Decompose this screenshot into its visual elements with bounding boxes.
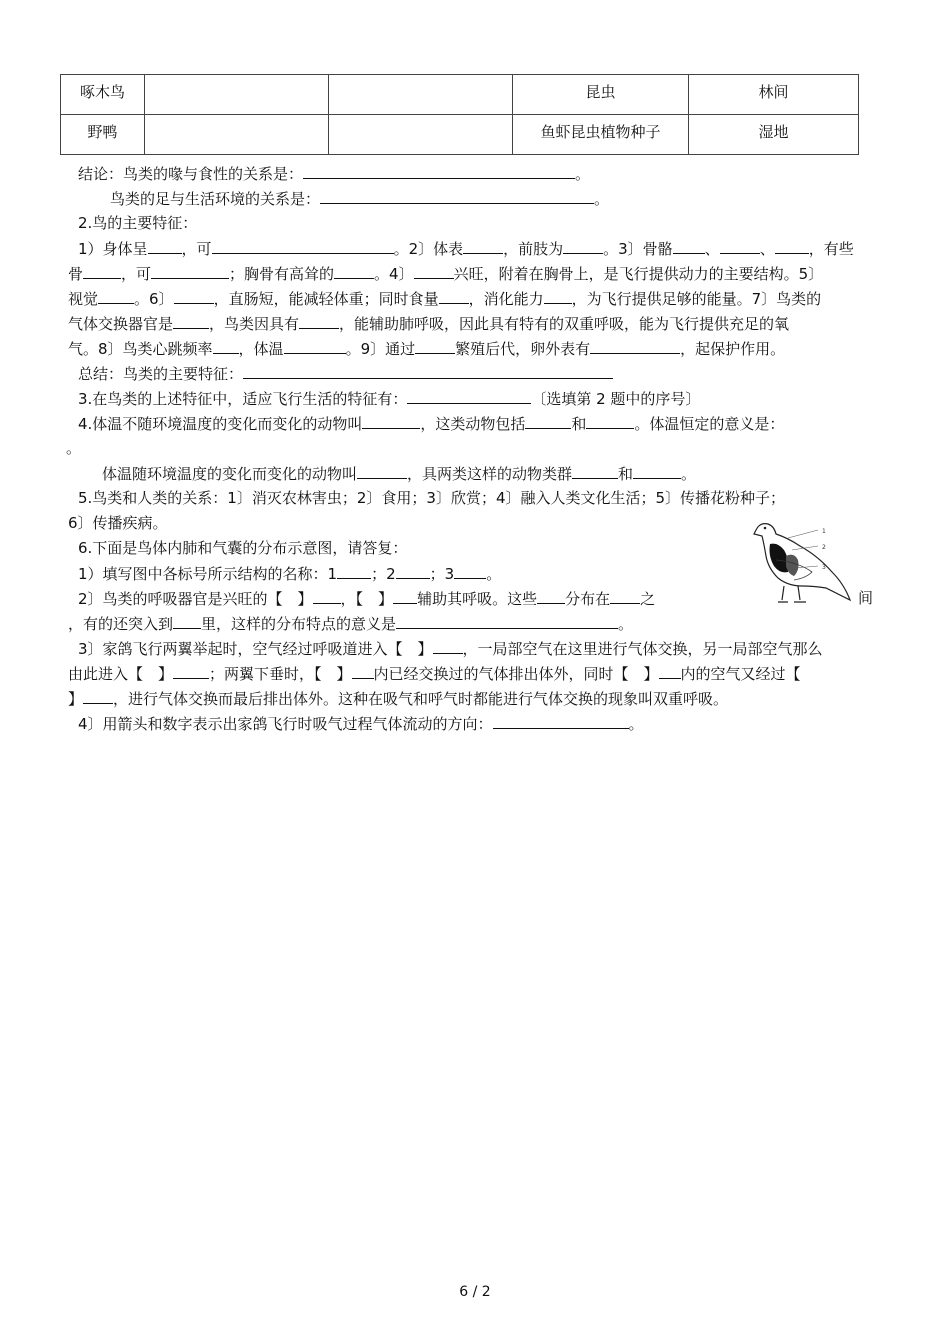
question-6-heading: 6.下面是鸟体内肺和气囊的分布示意图，请答复：	[78, 539, 408, 557]
table-cell	[329, 75, 513, 115]
diagram-label-3: 3	[822, 564, 826, 571]
question-5-cont: 6〕传播疾病。	[68, 514, 168, 532]
q2-line-1: 1）身体呈 ，可 。2〕体表 ，前肢为 。3〕骨骼 、 、 ，有些	[78, 240, 854, 258]
answer-blank[interactable]	[775, 238, 809, 254]
answer-blank[interactable]	[633, 463, 681, 479]
answer-blank[interactable]	[173, 613, 201, 629]
question-3: 3.在鸟类的上述特征中，适应飞行生活的特征有： 〔选填第 2 题中的序号〕	[78, 390, 701, 408]
question-4-end: 。	[66, 439, 82, 457]
answer-blank[interactable]	[586, 413, 634, 429]
answer-blank[interactable]	[362, 413, 420, 429]
conclusion-beak: 结论：鸟类的喙与食性的关系是： 。	[78, 165, 591, 183]
answer-blank[interactable]	[525, 413, 571, 429]
q2-line-4: 气体交换器官是 ，鸟类因具有 ，能辅助肺呼吸，因此具有特有的双重呼吸，能为飞行提供充足的氧	[68, 315, 790, 333]
answer-blank[interactable]	[148, 238, 182, 254]
answer-blank[interactable]	[414, 263, 454, 279]
question-4: 4.体温不随环境温度的变化而变化的动物叫 ，这类动物包括 和 。体温恒定的意义是：	[78, 415, 785, 433]
q6-part-3-cont: 由此进入【 】 ；两翼下垂时，【 】 内已经交换过的气体排出体外，同时【 】 内的空气又经过【	[68, 665, 801, 683]
answer-blank[interactable]	[83, 263, 121, 279]
answer-blank[interactable]	[357, 463, 407, 479]
answer-blank[interactable]	[407, 388, 531, 404]
answer-blank[interactable]	[313, 588, 341, 604]
answer-blank[interactable]	[299, 313, 339, 329]
answer-blank[interactable]	[493, 713, 629, 729]
q6-part-3-end: 】 ，进行气体交换而最后排出体外。这种在吸气和呼气时都能进行气体交换的现象叫双重呼吸。	[68, 690, 729, 708]
table-cell: 林间	[689, 75, 859, 115]
bird-table	[60, 74, 859, 155]
q2-line-5: 气。8〕鸟类心跳频率 ，体温 。9〕通过 繁殖后代，卵外表有 ，起保护作用。	[68, 340, 786, 358]
answer-blank[interactable]	[98, 288, 134, 304]
question-4-line-2: 体温随环境温度的变化而变化的动物叫 ，具两类这样的动物类群 和 。	[102, 465, 697, 483]
diagram-label-1: 1	[822, 528, 826, 535]
q6-part-2-tail: 间	[858, 589, 874, 607]
answer-blank[interactable]	[610, 588, 640, 604]
answer-blank[interactable]	[303, 163, 575, 179]
answer-blank[interactable]	[396, 563, 430, 579]
answer-blank[interactable]	[352, 663, 374, 679]
table-cell	[145, 75, 329, 115]
answer-blank[interactable]	[544, 288, 572, 304]
table-cell	[329, 115, 513, 155]
q6-part-4: 4〕用箭头和数字表示出家鸽飞行时吸气过程气体流动的方向： 。	[78, 715, 644, 733]
answer-blank[interactable]	[243, 363, 613, 379]
page-number: 6 / 2	[459, 1284, 491, 1300]
answer-blank[interactable]	[415, 338, 455, 354]
table-cell: 野鸭	[61, 115, 145, 155]
answer-blank[interactable]	[174, 288, 214, 304]
q6-part-2: 2〕鸟类的呼吸器官是兴旺的【 】 ，【 】 辅助其呼吸。这些 分布在 之	[78, 590, 656, 608]
answer-blank[interactable]	[433, 638, 463, 654]
answer-blank[interactable]	[572, 463, 618, 479]
answer-blank[interactable]	[454, 563, 486, 579]
answer-blank[interactable]	[537, 588, 565, 604]
answer-blank[interactable]	[173, 663, 209, 679]
answer-blank[interactable]	[83, 688, 113, 704]
answer-blank[interactable]	[720, 238, 760, 254]
conclusion-foot: 鸟类的足与生活环境的关系是： 。	[110, 190, 610, 208]
table-row	[61, 115, 859, 155]
q6-part-2-cont: ，有的还突入到 里，这样的分布特点的意义是 。	[68, 615, 634, 633]
answer-blank[interactable]	[320, 188, 594, 204]
answer-blank[interactable]	[439, 288, 469, 304]
question-2-heading: 2.鸟的主要特征：	[78, 214, 198, 232]
diagram-label-2: 2	[822, 544, 826, 551]
answer-blank[interactable]	[213, 338, 239, 354]
q6-part-1: 1）填写图中各标号所示结构的名称：1 ；2 ；3 。	[78, 565, 502, 583]
answer-blank[interactable]	[151, 263, 229, 279]
question-5: 5.鸟类和人类的关系：1〕消灭农林害虫；2〕食用；3〕欣赏；4〕融入人类文化生活；5〕传播花粉种子；	[78, 489, 786, 507]
table-cell: 湿地	[689, 115, 859, 155]
answer-blank[interactable]	[173, 313, 209, 329]
answer-blank[interactable]	[337, 563, 371, 579]
q2-line-2: 骨 ，可 ；胸骨有高耸的 。4〕 兴旺，附着在胸骨上，是飞行提供动力的主要结构。5〕	[68, 265, 824, 283]
answer-blank[interactable]	[212, 238, 394, 254]
table-cell: 鱼虾昆虫植物种子	[513, 115, 689, 155]
answer-blank[interactable]	[563, 238, 603, 254]
bird-air-sac-diagram	[748, 516, 854, 608]
summary-line: 总结：鸟类的主要特征：	[78, 363, 613, 384]
answer-blank[interactable]	[659, 663, 681, 679]
answer-blank[interactable]	[284, 338, 346, 354]
answer-blank[interactable]	[463, 238, 503, 254]
answer-blank[interactable]	[334, 263, 374, 279]
answer-blank[interactable]	[590, 338, 680, 354]
q2-line-3: 视觉 。6〕 ，直肠短，能减轻体重；同时食量 ，消化能力 ，为飞行提供足够的能量。7〕鸟类的	[68, 290, 822, 308]
table-cell	[145, 115, 329, 155]
table-cell: 啄木鸟	[61, 75, 145, 115]
answer-blank[interactable]	[673, 238, 705, 254]
table-cell: 昆虫	[513, 75, 689, 115]
table-row	[61, 75, 859, 115]
answer-blank[interactable]	[393, 588, 417, 604]
answer-blank[interactable]	[396, 613, 618, 629]
q6-part-3: 3〕家鸽飞行两翼举起时，空气经过呼吸道进入【 】 ，一局部空气在这里进行气体交换，另一局部空气那么	[78, 640, 823, 658]
